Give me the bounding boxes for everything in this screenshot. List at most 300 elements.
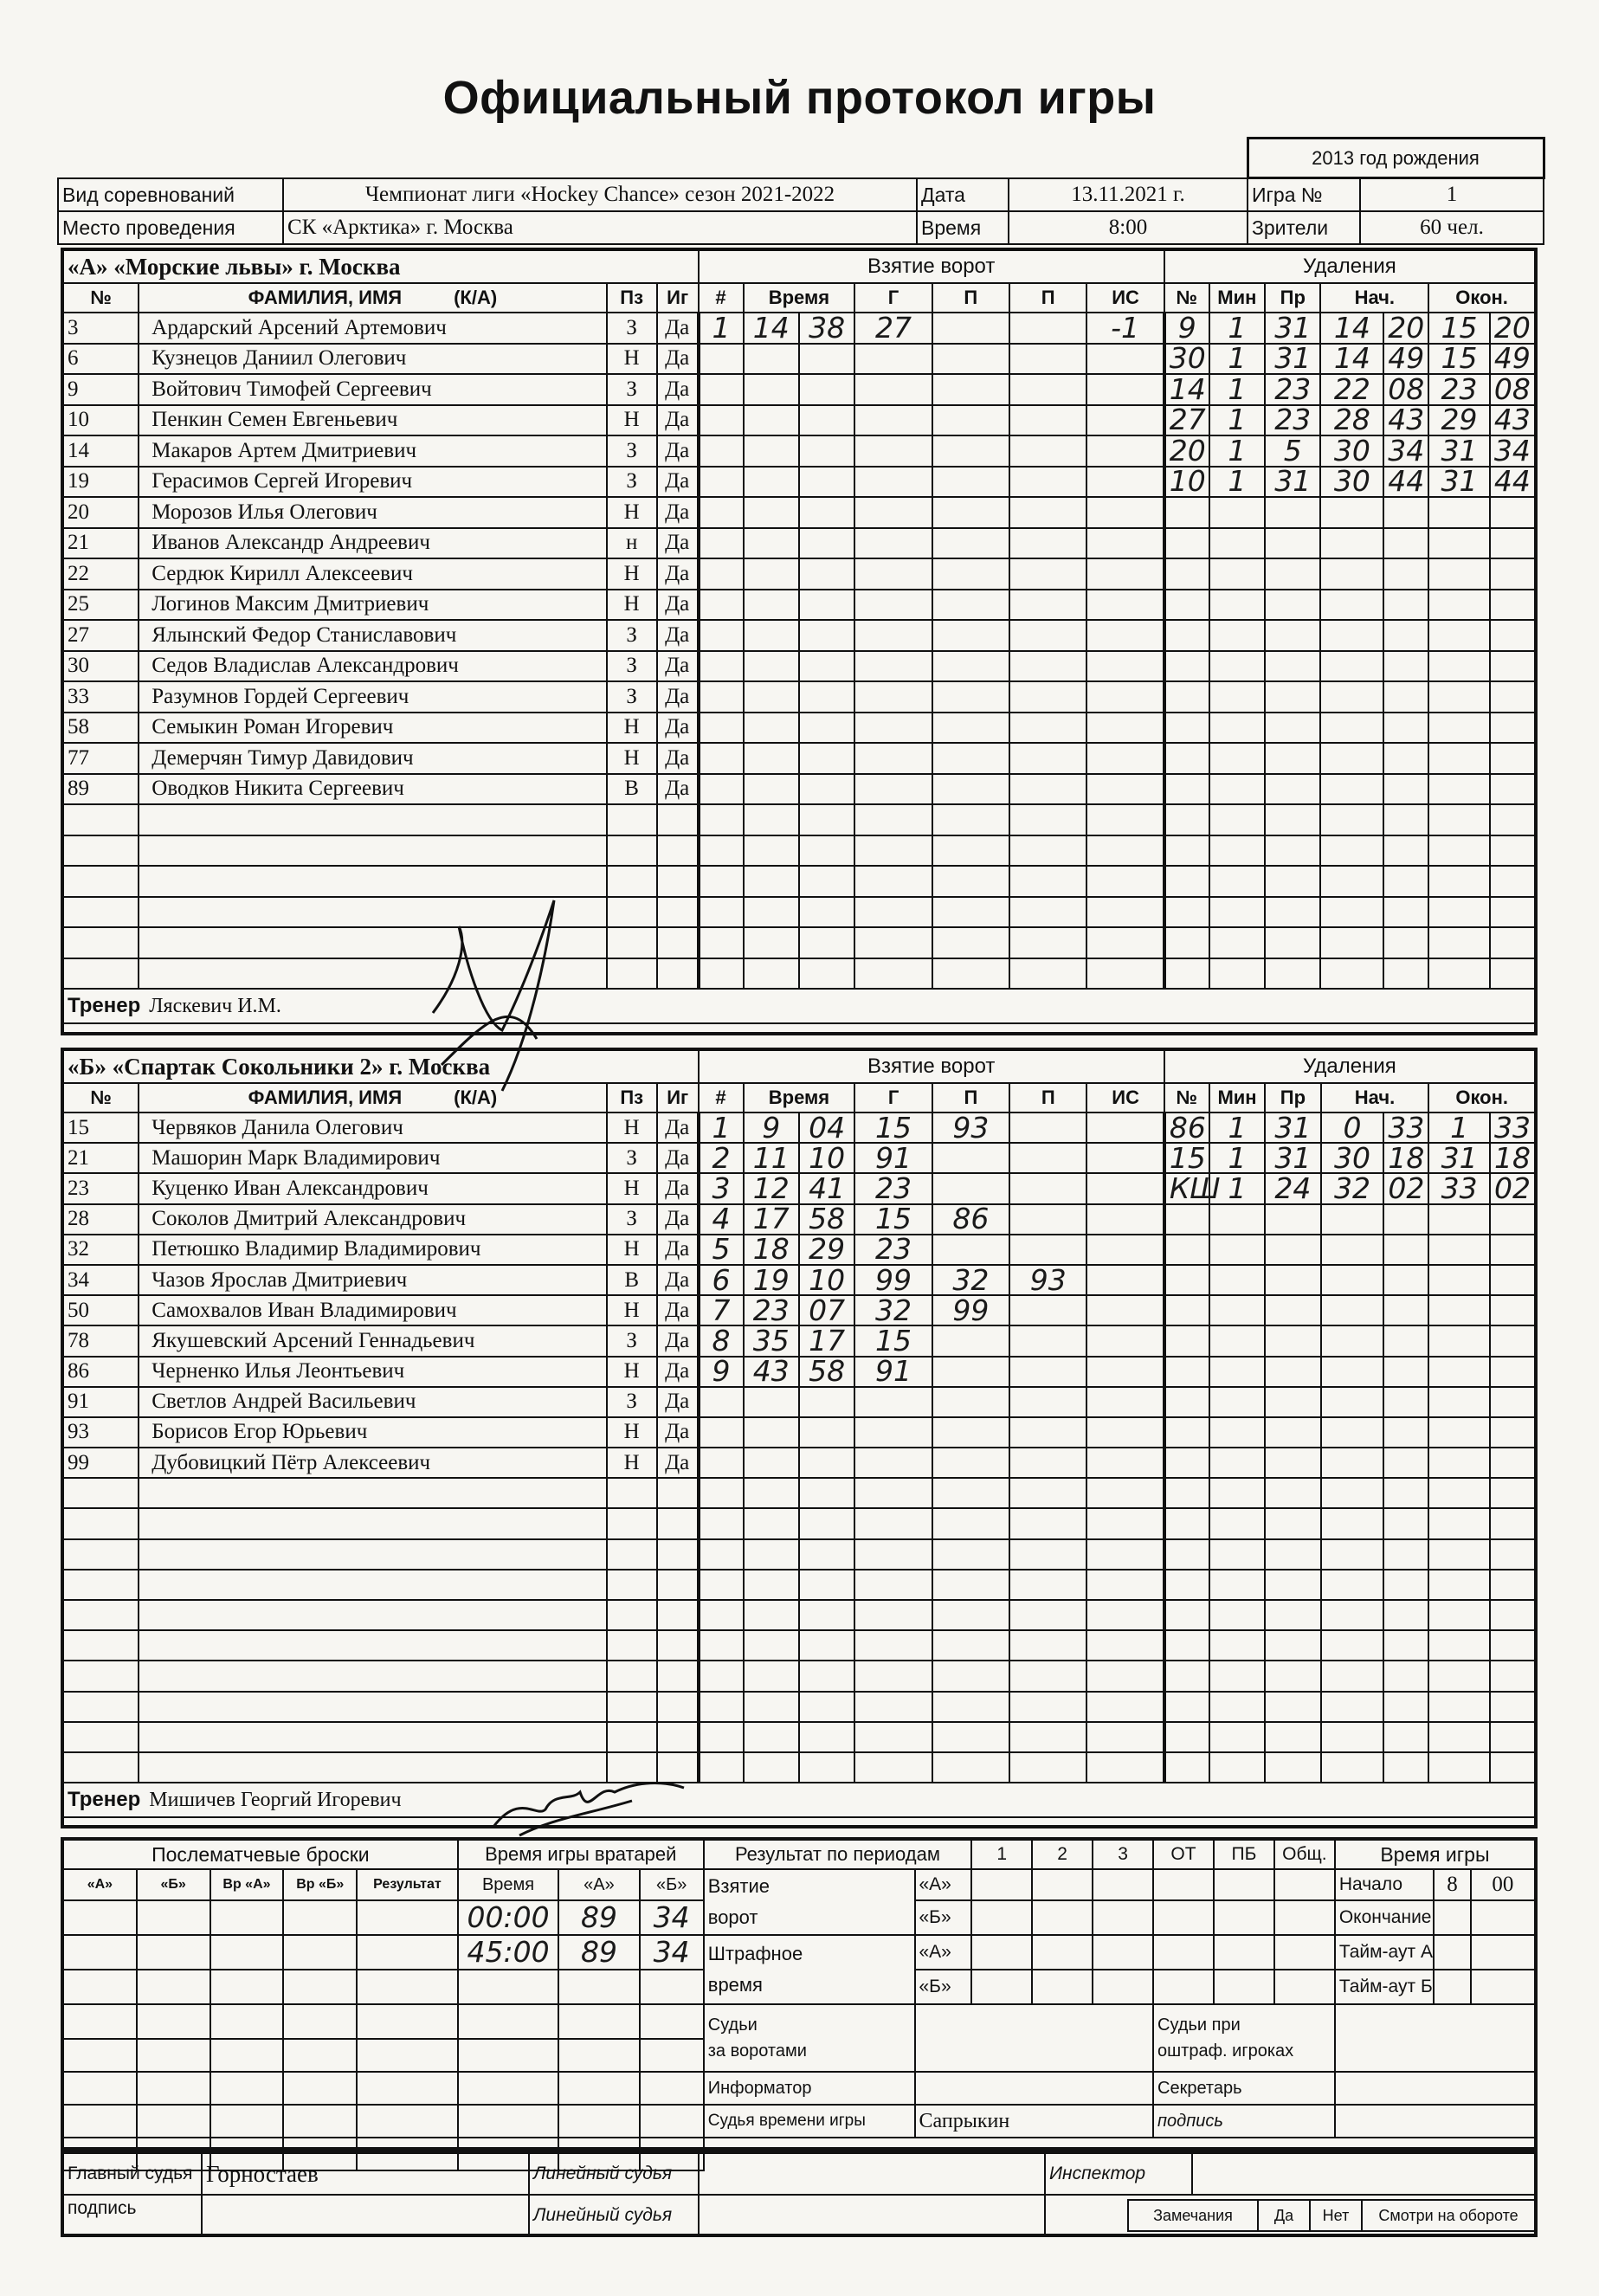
goal-situation [1086,1357,1164,1387]
player-row [63,620,1535,651]
penalty-player [1164,1630,1209,1661]
goal-situation [1086,1204,1164,1235]
penalty-end-min [1428,927,1490,958]
goal-assist-2 [1009,1387,1086,1417]
shootout-cell [357,2105,458,2138]
gk-cell [640,2072,704,2105]
referees-table [62,2152,1538,2237]
venue-label: Место проведения [58,211,283,244]
col-pz: Пз [607,1083,657,1113]
penalty-reason: 31 [1265,467,1320,498]
goal-assist-2 [1009,958,1086,990]
goal-number [699,1417,744,1448]
player-number: 23 [63,1173,139,1203]
goal-number [699,1508,744,1538]
penalty-start-min [1320,497,1383,528]
player-row [63,435,1535,467]
gk-cell [458,2072,559,2105]
penalty-end-sec [1490,528,1535,559]
penalty-start-sec [1383,1539,1428,1570]
goal-assist-1 [932,1570,1009,1600]
gk-b: 34 [640,1900,704,1935]
goal-minute [744,1478,799,1508]
goal-number [699,558,744,590]
penalty-player [1164,1204,1209,1235]
penalty-reason [1265,743,1320,774]
player-position [607,866,657,897]
penalty-start-sec [1383,1325,1428,1356]
goal-second [799,1448,854,1478]
period-cell [1093,1970,1153,2004]
goal-scorer [854,528,932,559]
penalty-start-min: 30 [1320,435,1383,467]
penalty-end-sec: 44 [1490,467,1535,498]
shootout-cell [283,1970,357,2004]
penalty-end-min [1428,897,1490,928]
goal-second [799,897,854,928]
goal-situation [1086,590,1164,621]
gk-cell [558,2105,639,2138]
penalty-start-sec: 20 [1383,313,1428,344]
penalty-end-min [1428,1722,1490,1752]
goal-scorer [854,558,932,590]
game-time-title: Время игры [1335,1840,1535,1869]
goal-situation [1086,1722,1164,1752]
gk-cell [640,2004,704,2039]
period-cell [1274,1900,1335,1935]
penalty-end-min [1428,590,1490,621]
penalty-player: 20 [1164,435,1209,467]
penalty-player [1164,1235,1209,1265]
player-row [63,1357,1535,1387]
goal-minute [744,1661,799,1691]
goal-number: 7 [699,1295,744,1325]
player-row [63,681,1535,713]
penalty-player [1164,743,1209,774]
goal-assist-1 [932,1600,1009,1630]
goal-second [799,1722,854,1752]
goal-scorer [854,866,932,897]
period-cell [1153,1935,1214,1970]
goal-situation [1086,651,1164,682]
pim-result-label-2: время [707,1974,763,1996]
goal-assist-1 [932,774,1009,805]
goal-second [799,1539,854,1570]
goal-assist-1 [932,558,1009,590]
penalty-end-min [1428,1265,1490,1295]
coach-row [63,1783,1535,1817]
goal-minute [744,435,799,467]
main-ref-label: Главный судья [63,2153,202,2195]
team-title: «Б» «Спартак Сокольники 2» г. Москва [63,1050,699,1083]
penalty-start-sec [1383,1265,1428,1295]
penalty-start-sec [1383,1630,1428,1661]
player-row [63,835,1535,867]
goal-number: 9 [699,1357,744,1387]
shootout-cell [210,2039,284,2072]
penalty-start-min: 30 [1321,1143,1384,1173]
see-back-label: Смотри на обороте [1362,2200,1535,2231]
goal-assist-1 [932,528,1009,559]
col-goal-2: Г [854,283,932,313]
time-label: Время [917,211,1009,244]
penalty-start-sec: 49 [1383,344,1428,375]
penalty-start-min: 32 [1321,1173,1384,1203]
player-position: З [607,1143,657,1173]
gk-time: 00:00 [458,1900,559,1935]
penalty-player [1164,804,1209,835]
shootout-cell [63,1970,137,2004]
penalty-end-sec [1490,651,1535,682]
goal-number [699,804,744,835]
player-played: Да [657,1235,699,1265]
player-played: Да [657,1143,699,1173]
player-played [657,1692,699,1722]
penalty-end-sec [1490,558,1535,590]
period-col: 3 [1093,1840,1153,1869]
player-number: 93 [63,1417,139,1448]
period-col: ОТ [1153,1840,1214,1869]
goal-number: 8 [699,1325,744,1356]
player-position: Н [607,1113,657,1143]
penalty-start-min [1320,804,1383,835]
goal-number [699,620,744,651]
player-name: Якушевский Арсений Геннадьевич [139,1325,606,1356]
player-row [63,897,1535,928]
gk-time: 45:00 [458,1935,559,1970]
penalty-start-sec [1383,1478,1428,1508]
main-ref-signature-label: подпись [63,2195,202,2236]
goal-assist-1 [932,897,1009,928]
goal-scorer: 15 [854,1113,932,1143]
player-row [63,1143,1535,1173]
player-number [63,958,139,990]
player-row [63,1508,1535,1538]
penalty-start-sec [1383,804,1428,835]
penalty-minutes [1209,1722,1265,1752]
penalty-minutes [1209,1692,1265,1722]
goal-minute [744,1692,799,1722]
goal-situation [1086,1508,1164,1538]
period-col: 2 [1032,1840,1093,1869]
goal-second [799,713,854,744]
player-row [63,958,1535,990]
gk-col: «Б» [640,1869,704,1900]
goal-situation [1086,1173,1164,1203]
goal-situation [1086,1570,1164,1600]
goal-assist-2 [1009,1478,1086,1508]
goal-assist-2 [1009,743,1086,774]
player-row [63,1235,1535,1265]
col-goal-time: Время [744,1083,855,1113]
penalty-start-sec [1383,835,1428,867]
shootout-cell [283,2072,357,2105]
shootout-cell [137,2105,210,2138]
goal-minute [744,1600,799,1630]
penalty-start-sec: 33 [1383,1113,1428,1143]
player-number [63,835,139,867]
player-played: Да [657,1448,699,1478]
period-col: 1 [971,1840,1032,1869]
goal-second [799,405,854,436]
penalty-minutes: 1 [1209,467,1265,498]
goal-scorer [854,927,932,958]
goal-assist-1 [932,958,1009,990]
penalty-end-min [1428,1448,1490,1478]
team-title: «А» «Морские львы» г. Москва [63,250,699,283]
goal-minute [744,497,799,528]
player-row [63,1539,1535,1570]
player-position: З [607,467,657,498]
player-played [657,835,699,867]
penalty-end-min [1428,958,1490,990]
informer-value [915,2072,1154,2105]
gk-col: «А» [558,1869,639,1900]
goal-assist-1 [932,1325,1009,1356]
goal-scorer: 23 [854,1235,932,1265]
penalty-end-min: 15 [1428,313,1490,344]
penalty-end-sec [1490,1448,1535,1478]
shootout-cell [137,2039,210,2072]
player-row [63,866,1535,897]
player-played: Да [657,620,699,651]
penalty-player [1164,558,1209,590]
penalty-end-min [1428,713,1490,744]
shootout-cell [137,2004,210,2039]
penalty-end-sec [1490,1600,1535,1630]
goal-assist-1: 93 [932,1113,1009,1143]
penalty-start-sec [1383,1204,1428,1235]
shootout-cell [210,1970,284,2004]
player-name: Разумнов Гордей Сергеевич [139,681,606,713]
penalty-start-min [1320,528,1383,559]
penalty-start-min [1321,1508,1384,1538]
player-number [63,1478,139,1508]
penalty-player: 30 [1164,344,1209,375]
penalty-start-min [1321,1387,1384,1417]
player-number: 6 [63,344,139,375]
player-played: Да [657,344,699,375]
penalty-player: КШ [1164,1173,1209,1203]
player-played [657,1600,699,1630]
penalty-minutes: 1 [1209,374,1265,405]
col-goal-n: # [699,1083,744,1113]
penalty-minutes [1209,958,1265,990]
player-played: Да [657,651,699,682]
penalty-end-sec [1490,1630,1535,1661]
penalty-start-min [1320,620,1383,651]
goal-second [799,804,854,835]
goal-second [799,1661,854,1691]
player-position [607,1600,657,1630]
player-row [63,1265,1535,1295]
penalty-end-min [1428,1630,1490,1661]
col-pen-end: Окон. [1428,283,1535,313]
shootout-col: Результат [357,1869,458,1900]
player-position [607,1722,657,1752]
goal-situation [1086,1752,1164,1783]
gk-cell [640,2105,704,2138]
player-played [657,1630,699,1661]
goal-assist-2 [1009,1539,1086,1570]
penalty-player [1164,1570,1209,1600]
penalty-reason: 31 [1265,1113,1320,1143]
goal-minute: 23 [744,1295,799,1325]
gk-a: 89 [558,1935,639,1970]
penalty-player [1164,958,1209,990]
player-number: 77 [63,743,139,774]
player-position: З [607,620,657,651]
coach-b-signature [485,1766,693,1844]
player-played [657,1570,699,1600]
shootout-col: «А» [63,1869,137,1900]
goal-minute [744,835,799,867]
goal-situation [1086,866,1164,897]
penalty-reason [1265,681,1320,713]
penalty-end-sec [1490,774,1535,805]
goal-minute [744,528,799,559]
goal-assist-2 [1009,1235,1086,1265]
player-name [139,835,606,867]
goal-assist-2 [1009,1752,1086,1783]
goal-assist-1 [932,435,1009,467]
penalty-end-min [1428,681,1490,713]
period-cell [971,1935,1032,1970]
penalty-end-min: 15 [1428,344,1490,375]
penalty-end-min: 23 [1428,374,1490,405]
goal-assist-1 [932,1235,1009,1265]
goal-assist-1 [932,344,1009,375]
player-row [63,1570,1535,1600]
penalty-end-sec [1490,1357,1535,1387]
penalty-reason [1265,1357,1320,1387]
col-pen-start: Нач. [1321,1083,1429,1113]
period-cell [1153,1900,1214,1935]
goal-second [799,528,854,559]
penalty-start-sec: 34 [1383,435,1428,467]
gk-b: 34 [640,1935,704,1970]
player-played: Да [657,497,699,528]
goal-assist-1 [932,405,1009,436]
goal-situation [1086,1630,1164,1661]
penalty-end-min [1428,1204,1490,1235]
player-played: Да [657,313,699,344]
player-name: Седов Владислав Александрович [139,651,606,682]
goal-scorer: 23 [854,1173,932,1203]
penalty-minutes: 1 [1209,313,1265,344]
spectators-label: Зрители [1248,211,1360,244]
player-played: Да [657,1295,699,1325]
goal-assist-2 [1009,774,1086,805]
gk-cell [558,2004,639,2039]
player-number: 30 [63,651,139,682]
penalty-player [1164,897,1209,928]
penalty-reason: 5 [1265,435,1320,467]
goal-scorer [854,497,932,528]
penalty-end-min: 31 [1428,467,1490,498]
player-played [657,804,699,835]
timeout-a-label: Тайм-аут А [1335,1935,1434,1970]
penalty-player: 86 [1164,1113,1209,1143]
penalty-start-sec [1383,1295,1428,1325]
pim-result-label [704,1935,915,2004]
player-position: Н [607,1235,657,1265]
goal-assist-2 [1009,1692,1086,1722]
player-played: Да [657,1204,699,1235]
player-row [63,1295,1535,1325]
goal-scorer [854,435,932,467]
player-number: 21 [63,528,139,559]
penalty-player [1164,713,1209,744]
penalty-minutes [1209,1448,1265,1478]
remarks-yes: Да [1258,2200,1310,2231]
goals-result-label-2: ворот [707,1906,758,1928]
shootout-cell [137,1970,210,2004]
penalty-minutes: 1 [1209,344,1265,375]
player-name: Куценко Иван Александрович [139,1173,606,1203]
penalty-minutes [1209,620,1265,651]
col-goal-3: П [932,1083,1009,1113]
penalty-end-min [1428,835,1490,867]
player-played [657,1539,699,1570]
penalty-reason [1265,1204,1320,1235]
coach-row [63,989,1535,1023]
gk-cell [458,2004,559,2039]
goal-minute: 19 [744,1265,799,1295]
col-goal-5: ИС [1086,283,1164,313]
penalty-start-min [1320,927,1383,958]
col-pen-pr: Пр [1265,1083,1320,1113]
penalty-start-sec: 18 [1383,1143,1428,1173]
player-name [139,1508,606,1538]
goal-situation [1086,1478,1164,1508]
penalty-minutes [1209,497,1265,528]
player-position: Н [607,344,657,375]
goals-section-title: Взятие ворот [699,1050,1164,1083]
goal-assist-1 [932,497,1009,528]
goal-number [699,405,744,436]
remarks-no: Нет [1310,2200,1362,2231]
period-cell [1093,1935,1153,1970]
penalty-reason: 31 [1265,344,1320,375]
player-position: Н [607,497,657,528]
penalty-minutes [1209,1325,1265,1356]
goal-assist-1 [932,1173,1009,1203]
goal-situation [1086,1600,1164,1630]
penalty-player [1164,866,1209,897]
shootout-cell [63,1900,137,1935]
penalty-player: 9 [1164,313,1209,344]
penalty-minutes [1209,1204,1265,1235]
penalty-start-min [1321,1295,1384,1325]
goal-assist-2 [1009,497,1086,528]
shootout-cell [357,2072,458,2105]
penalty-start-sec [1383,897,1428,928]
penalty-reason [1265,1295,1320,1325]
player-name: Машорин Марк Владимирович [139,1143,606,1173]
penalty-reason [1265,1630,1320,1661]
goals-section-title: Взятие ворот [699,250,1164,283]
game-value: 1 [1360,178,1544,211]
player-name [139,1539,606,1570]
pim-result-label-1: Штрафное [707,1943,803,1964]
penalty-player [1164,651,1209,682]
penalty-start-sec [1383,1508,1428,1538]
col-name-label: ФАМИЛИЯ, ИМЯ [248,287,403,308]
penalty-player [1164,681,1209,713]
penalty-start-sec [1383,620,1428,651]
goal-second [799,1752,854,1783]
